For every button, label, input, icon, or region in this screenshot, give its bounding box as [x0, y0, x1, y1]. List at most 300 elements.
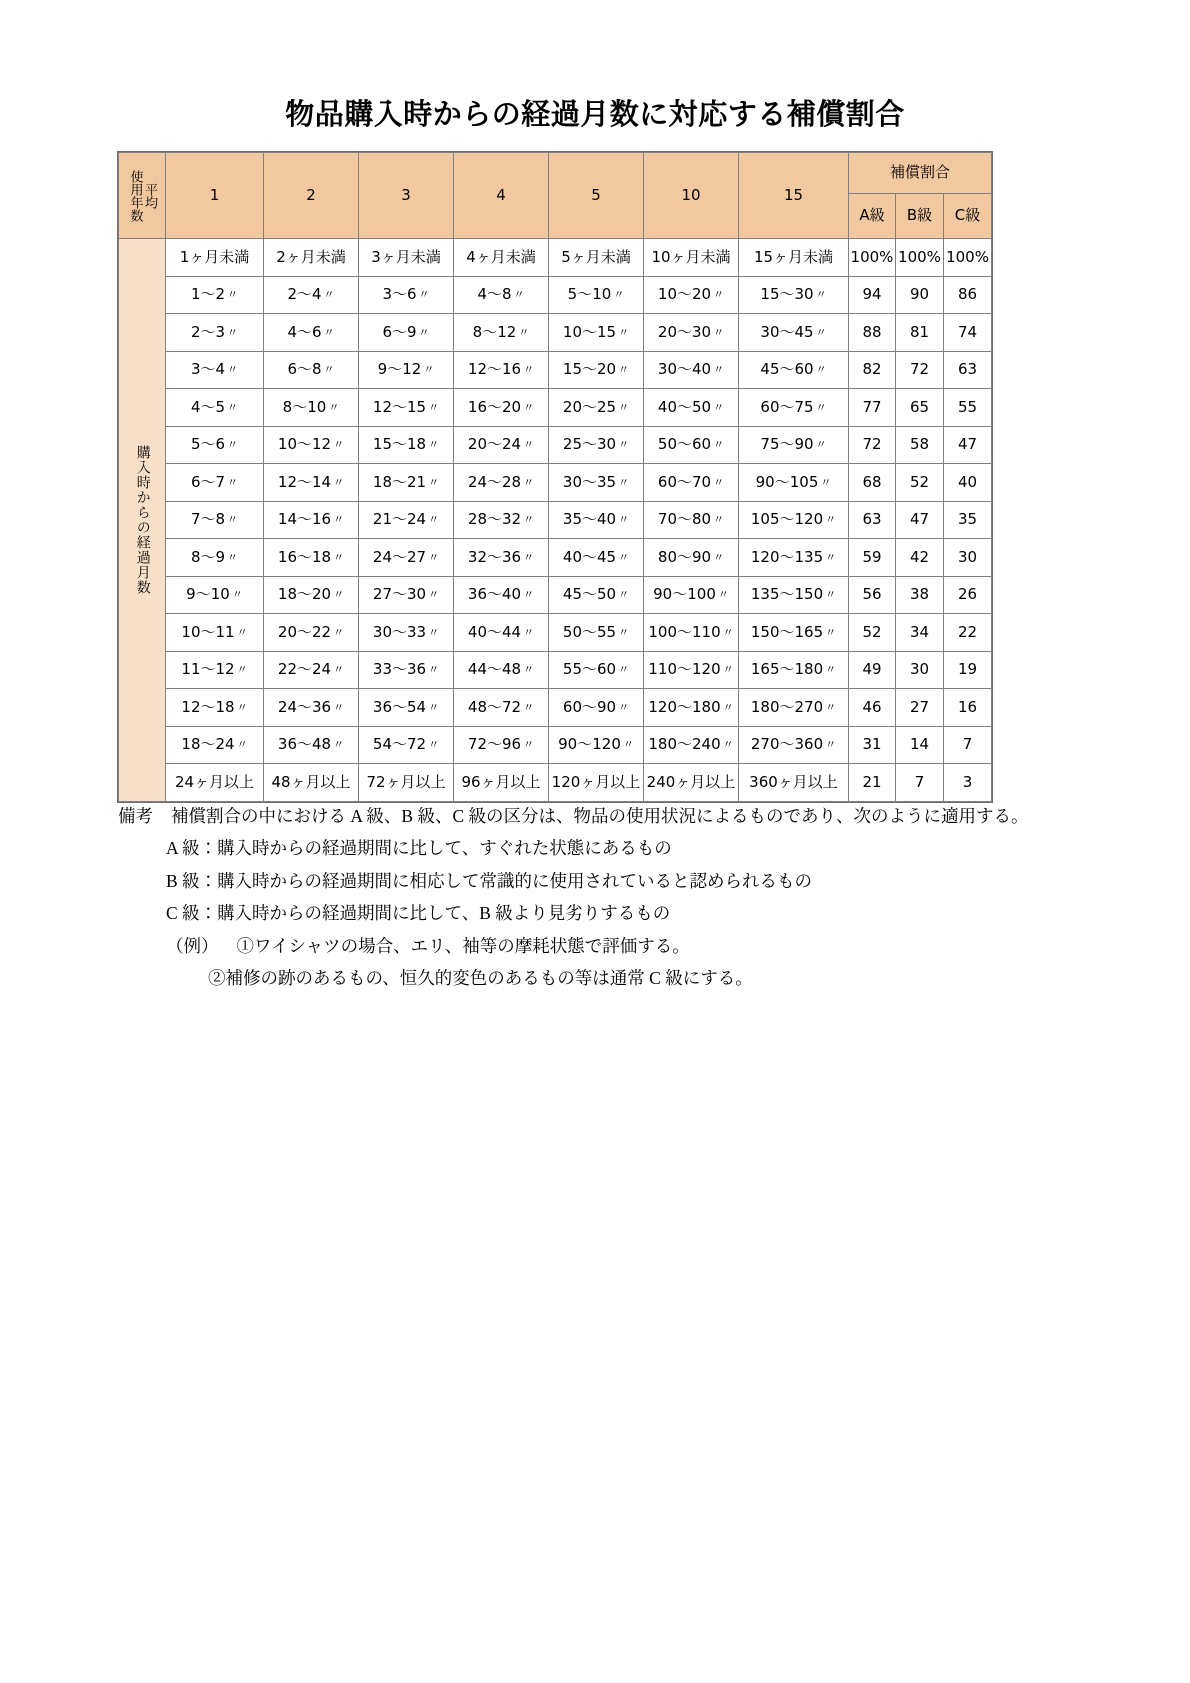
- period-cell: [644, 501, 739, 539]
- period-cell: 15ヶ月未満: [739, 239, 849, 277]
- period-range: 40～45: [562, 547, 617, 566]
- period-range: 105～120: [750, 510, 824, 529]
- ditto-mark: 〃: [523, 400, 535, 414]
- ditto-mark: 〃: [618, 438, 630, 452]
- period-range: 12～18: [181, 697, 235, 716]
- period-range: 2～3: [190, 322, 226, 341]
- period-cell: 2ヶ月未満: [264, 239, 359, 277]
- period-range: 3～6: [382, 285, 417, 304]
- ditto-mark: 〃: [428, 625, 440, 639]
- period-cell: [454, 314, 549, 352]
- period-range: 18～21: [372, 472, 427, 491]
- period-cell: [644, 464, 739, 502]
- ditto-mark: 〃: [815, 288, 827, 302]
- period-range: 32～36: [467, 547, 522, 566]
- period-range: 8～12: [472, 322, 517, 341]
- period-cell: [644, 389, 739, 427]
- period-cell: [264, 726, 359, 764]
- grade-a-value: 94: [849, 276, 896, 314]
- avg-years-header-3: 3: [359, 153, 454, 239]
- period-cell: [264, 426, 359, 464]
- period-range: 16～18: [277, 547, 332, 566]
- grade-b-value: 65: [896, 389, 944, 427]
- period-range: 11～12: [181, 660, 235, 679]
- grade-header-b: B級: [896, 194, 944, 239]
- period-range: 35～40: [562, 510, 617, 529]
- period-cell: [739, 726, 849, 764]
- period-cell: [359, 726, 454, 764]
- period-cell: [549, 689, 644, 727]
- ditto-mark: 〃: [423, 363, 435, 377]
- period-cell: [549, 351, 644, 389]
- period-range: 10～20: [657, 285, 712, 304]
- period-range: 45～50: [562, 585, 617, 604]
- period-cell: [359, 576, 454, 614]
- period-cell: [549, 539, 644, 577]
- period-range: 1～2: [190, 285, 226, 304]
- period-range: 48～72: [467, 697, 522, 716]
- period-cell: [454, 651, 549, 689]
- period-range: 7～8: [190, 510, 226, 529]
- period-range: 70～80: [657, 510, 712, 529]
- period-cell: [739, 651, 849, 689]
- grade-header-a: A級: [849, 194, 896, 239]
- grade-a-value: 77: [849, 389, 896, 427]
- ditto-mark: 〃: [523, 513, 535, 527]
- period-range: 5～10: [567, 285, 612, 304]
- period-cell: [454, 689, 549, 727]
- period-range: 60～70: [657, 472, 712, 491]
- period-cell: [166, 576, 264, 614]
- ditto-mark: 〃: [713, 475, 725, 489]
- ditto-mark: 〃: [333, 513, 345, 527]
- period-cell: 3ヶ月未満: [359, 239, 454, 277]
- ditto-mark: 〃: [328, 400, 340, 414]
- ditto-mark: 〃: [825, 588, 837, 602]
- period-cell: [454, 576, 549, 614]
- ditto-mark: 〃: [618, 363, 630, 377]
- period-cell: [549, 276, 644, 314]
- period-cell: [264, 651, 359, 689]
- ditto-mark: 〃: [323, 363, 335, 377]
- period-cell: [644, 614, 739, 652]
- period-cell: [264, 614, 359, 652]
- ditto-mark: 〃: [523, 700, 535, 714]
- period-cell: 10ヶ月未満: [644, 239, 739, 277]
- ditto-mark: 〃: [618, 325, 630, 339]
- ditto-mark: 〃: [825, 513, 837, 527]
- ditto-mark: 〃: [713, 513, 725, 527]
- grade-a-value: 46: [849, 689, 896, 727]
- ditto-mark: 〃: [428, 513, 440, 527]
- period-cell: [454, 351, 549, 389]
- period-cell: [166, 276, 264, 314]
- ditto-mark: 〃: [523, 475, 535, 489]
- ditto-mark: 〃: [418, 288, 430, 302]
- ditto-mark: 〃: [428, 663, 440, 677]
- period-cell: [454, 539, 549, 577]
- period-range: 10～12: [277, 435, 332, 454]
- period-range: 30～45: [760, 322, 814, 341]
- period-cell: [739, 689, 849, 727]
- period-range: 3～4: [190, 360, 226, 379]
- compensation-table: [118, 152, 992, 802]
- period-range: 90～100: [653, 585, 716, 604]
- period-cell: [359, 276, 454, 314]
- period-range: 30～40: [657, 360, 712, 379]
- grade-b-value: 34: [896, 614, 944, 652]
- period-range: 18～20: [277, 585, 332, 604]
- ditto-mark: 〃: [713, 363, 725, 377]
- period-cell: [454, 614, 549, 652]
- period-cell: [739, 576, 849, 614]
- period-cell: [264, 464, 359, 502]
- table-row: [119, 276, 992, 314]
- ditto-mark: 〃: [428, 438, 440, 452]
- period-cell: [454, 501, 549, 539]
- ditto-mark: 〃: [717, 588, 729, 602]
- period-cell: [264, 689, 359, 727]
- ditto-mark: 〃: [333, 663, 345, 677]
- ditto-mark: 〃: [227, 513, 239, 527]
- table-row: [119, 614, 992, 652]
- period-cell: 96ヶ月以上: [454, 764, 549, 802]
- table-row: [119, 314, 992, 352]
- period-cell: [549, 501, 644, 539]
- ditto-mark: 〃: [418, 325, 430, 339]
- period-cell: 5ヶ月未満: [549, 239, 644, 277]
- ditto-mark: 〃: [333, 475, 345, 489]
- grade-a-value: 68: [849, 464, 896, 502]
- grade-b-value: 7: [896, 764, 944, 802]
- period-range: 110～120: [648, 660, 721, 679]
- period-cell: [359, 614, 454, 652]
- grade-b-value: 42: [896, 539, 944, 577]
- ditto-mark: 〃: [428, 738, 440, 752]
- grade-a-value: 100%: [849, 239, 896, 277]
- period-range: 120～180: [648, 697, 721, 716]
- grade-header-c: C級: [944, 194, 992, 239]
- table-row: [119, 651, 992, 689]
- ditto-mark: 〃: [713, 288, 725, 302]
- ditto-mark: 〃: [323, 325, 335, 339]
- ditto-mark: 〃: [618, 475, 630, 489]
- grade-b-value: 52: [896, 464, 944, 502]
- notes-label: 備考: [118, 806, 153, 826]
- ditto-mark: 〃: [722, 625, 734, 639]
- table-row: [119, 389, 992, 427]
- ditto-mark: 〃: [523, 738, 535, 752]
- period-range: 270～360: [750, 735, 824, 754]
- avg-years-header-2: 2: [264, 153, 359, 239]
- ditto-mark: 〃: [227, 438, 239, 452]
- period-cell: [264, 351, 359, 389]
- ditto-mark: 〃: [523, 588, 535, 602]
- grade-c-value: 30: [944, 539, 992, 577]
- grade-a-value: 72: [849, 426, 896, 464]
- period-cell: [739, 539, 849, 577]
- period-cell: [739, 314, 849, 352]
- period-range: 20～22: [277, 622, 332, 641]
- ditto-mark: 〃: [333, 700, 345, 714]
- table-row: [119, 426, 992, 464]
- period-cell: [644, 351, 739, 389]
- period-cell: 24ヶ月以上: [166, 764, 264, 802]
- period-cell: [644, 276, 739, 314]
- period-range: 15～20: [562, 360, 617, 379]
- ditto-mark: 〃: [825, 550, 837, 564]
- grade-b-value: 100%: [896, 239, 944, 277]
- ditto-mark: 〃: [815, 325, 827, 339]
- period-cell: [359, 464, 454, 502]
- period-range: 24～28: [467, 472, 522, 491]
- period-range: 36～48: [277, 735, 332, 754]
- period-cell: 240ヶ月以上: [644, 764, 739, 802]
- grade-a-value: 59: [849, 539, 896, 577]
- ditto-mark: 〃: [523, 625, 535, 639]
- period-cell: [166, 689, 264, 727]
- period-range: 5～6: [190, 435, 226, 454]
- period-range: 40～50: [657, 397, 712, 416]
- period-cell: [264, 539, 359, 577]
- note-example-label: （例）: [166, 935, 219, 956]
- period-range: 50～60: [657, 435, 712, 454]
- compensation-group-header: 補償割合: [849, 153, 992, 194]
- period-cell: [549, 651, 644, 689]
- period-cell: [359, 689, 454, 727]
- period-cell: [549, 426, 644, 464]
- grade-b-value: 58: [896, 426, 944, 464]
- ditto-mark: 〃: [236, 738, 248, 752]
- period-range: 60～90: [562, 697, 617, 716]
- period-cell: [739, 276, 849, 314]
- period-range: 90～120: [558, 735, 621, 754]
- ditto-mark: 〃: [323, 288, 335, 302]
- ditto-mark: 〃: [815, 400, 827, 414]
- period-range: 25～30: [562, 435, 617, 454]
- period-cell: [454, 276, 549, 314]
- period-cell: 48ヶ月以上: [264, 764, 359, 802]
- ditto-mark: 〃: [722, 700, 734, 714]
- period-cell: [359, 539, 454, 577]
- period-cell: [739, 464, 849, 502]
- period-range: 8～9: [190, 547, 226, 566]
- grade-a-value: 49: [849, 651, 896, 689]
- ditto-mark: 〃: [513, 288, 525, 302]
- ditto-mark: 〃: [428, 700, 440, 714]
- period-range: 30～33: [372, 622, 427, 641]
- table-body: [119, 239, 992, 802]
- period-range: 10～11: [181, 622, 235, 641]
- period-range: 45～60: [760, 360, 814, 379]
- ditto-mark: 〃: [333, 438, 345, 452]
- ditto-mark: 〃: [618, 700, 630, 714]
- ditto-mark: 〃: [523, 363, 535, 377]
- period-range: 9～10: [186, 585, 230, 604]
- period-cell: [166, 426, 264, 464]
- grade-a-value: 31: [849, 726, 896, 764]
- period-range: 16～20: [467, 397, 522, 416]
- corner-header-avg-label: 平均: [142, 182, 158, 209]
- table-header: [119, 153, 992, 239]
- period-range: 24～36: [277, 697, 332, 716]
- period-range: 165～180: [750, 660, 824, 679]
- period-cell: [454, 726, 549, 764]
- table-row: [119, 576, 992, 614]
- period-cell: [739, 351, 849, 389]
- period-cell: [264, 276, 359, 314]
- grade-c-value: 55: [944, 389, 992, 427]
- ditto-mark: 〃: [523, 438, 535, 452]
- period-cell: [644, 576, 739, 614]
- period-range: 2～4: [287, 285, 322, 304]
- period-cell: [166, 651, 264, 689]
- period-cell: [359, 351, 454, 389]
- period-cell: [644, 689, 739, 727]
- period-range: 36～54: [372, 697, 427, 716]
- period-cell: [739, 426, 849, 464]
- period-cell: 72ヶ月以上: [359, 764, 454, 802]
- period-cell: [359, 426, 454, 464]
- ditto-mark: 〃: [820, 475, 832, 489]
- corner-header-cell: [119, 153, 166, 239]
- period-cell: [644, 426, 739, 464]
- grade-c-value: 74: [944, 314, 992, 352]
- ditto-mark: 〃: [236, 663, 248, 677]
- period-cell: [644, 651, 739, 689]
- note-example-row: [118, 930, 1018, 962]
- note-intro-row: [118, 800, 1029, 832]
- grade-b-value: 27: [896, 689, 944, 727]
- ditto-mark: 〃: [333, 738, 345, 752]
- period-range: 100～110: [648, 622, 721, 641]
- ditto-mark: 〃: [333, 588, 345, 602]
- ditto-mark: 〃: [713, 325, 725, 339]
- note-grade-b: B 級：購入時からの経過期間に相応して常識的に使用されていると認められるもの: [166, 870, 813, 891]
- period-range: 27～30: [372, 585, 427, 604]
- avg-years-header-5: 5: [549, 153, 644, 239]
- period-cell: [166, 726, 264, 764]
- period-range: 28～32: [467, 510, 522, 529]
- note-grade-a: A 級：購入時からの経過期間に比して、すぐれた状態にあるもの: [166, 838, 672, 859]
- period-range: 180～240: [648, 735, 721, 754]
- period-range: 4～8: [477, 285, 512, 304]
- period-range: 9～12: [377, 360, 422, 379]
- period-range: 12～16: [467, 360, 522, 379]
- table-row: [119, 689, 992, 727]
- period-cell: [454, 464, 549, 502]
- period-range: 60～75: [760, 397, 814, 416]
- ditto-mark: 〃: [613, 288, 625, 302]
- row-group-rail-text: 購入時からの経過月数: [134, 444, 151, 595]
- period-range: 20～30: [657, 322, 712, 341]
- avg-years-header-10: 10: [644, 153, 739, 239]
- ditto-mark: 〃: [518, 325, 530, 339]
- period-cell: [264, 576, 359, 614]
- ditto-mark: 〃: [618, 588, 630, 602]
- ditto-mark: 〃: [618, 400, 630, 414]
- period-cell: [739, 614, 849, 652]
- ditto-mark: 〃: [227, 475, 239, 489]
- grade-c-value: 63: [944, 351, 992, 389]
- grade-c-value: 16: [944, 689, 992, 727]
- period-range: 8～10: [282, 397, 327, 416]
- ditto-mark: 〃: [231, 588, 243, 602]
- avg-years-header-15: 15: [739, 153, 849, 239]
- ditto-mark: 〃: [428, 550, 440, 564]
- ditto-mark: 〃: [618, 663, 630, 677]
- period-range: 120～135: [750, 547, 824, 566]
- period-range: 80～90: [657, 547, 712, 566]
- period-cell: [549, 314, 644, 352]
- ditto-mark: 〃: [333, 550, 345, 564]
- ditto-mark: 〃: [713, 400, 725, 414]
- period-range: 21～24: [372, 510, 427, 529]
- period-cell: [549, 726, 644, 764]
- ditto-mark: 〃: [825, 738, 837, 752]
- ditto-mark: 〃: [333, 625, 345, 639]
- note-grade-c: C 級：購入時からの経過期間に比して、B 級より見劣りするもの: [166, 903, 671, 924]
- ditto-mark: 〃: [227, 400, 239, 414]
- period-range: 12～14: [277, 472, 332, 491]
- period-range: 6～9: [382, 322, 417, 341]
- period-range: 22～24: [277, 660, 332, 679]
- period-cell: [644, 726, 739, 764]
- period-cell: 360ヶ月以上: [739, 764, 849, 802]
- row-group-rail-label: [119, 239, 166, 802]
- period-range: 40～44: [467, 622, 522, 641]
- period-cell: [454, 426, 549, 464]
- grade-a-value: 21: [849, 764, 896, 802]
- grade-c-value: 86: [944, 276, 992, 314]
- period-range: 12～15: [372, 397, 427, 416]
- compensation-table-container: [118, 152, 991, 802]
- period-range: 4～5: [190, 397, 226, 416]
- grade-b-value: 38: [896, 576, 944, 614]
- ditto-mark: 〃: [428, 475, 440, 489]
- grade-c-value: 19: [944, 651, 992, 689]
- period-cell: [644, 314, 739, 352]
- period-cell: [166, 614, 264, 652]
- grade-a-value: 56: [849, 576, 896, 614]
- period-cell: [549, 576, 644, 614]
- period-range: 44～48: [467, 660, 522, 679]
- grade-c-value: 47: [944, 426, 992, 464]
- period-range: 72～96: [467, 735, 522, 754]
- period-cell: [166, 389, 264, 427]
- period-range: 50～55: [562, 622, 617, 641]
- grade-a-value: 88: [849, 314, 896, 352]
- ditto-mark: 〃: [523, 550, 535, 564]
- ditto-mark: 〃: [523, 663, 535, 677]
- ditto-mark: 〃: [227, 550, 239, 564]
- ditto-mark: 〃: [618, 513, 630, 527]
- grade-c-value: 100%: [944, 239, 992, 277]
- ditto-mark: 〃: [227, 363, 239, 377]
- table-row: [119, 501, 992, 539]
- table-row: [119, 764, 992, 802]
- period-range: 4～6: [287, 322, 322, 341]
- grade-c-value: 26: [944, 576, 992, 614]
- avg-years-header-4: 4: [454, 153, 549, 239]
- ditto-mark: 〃: [428, 400, 440, 414]
- period-cell: [549, 389, 644, 427]
- period-cell: 120ヶ月以上: [549, 764, 644, 802]
- period-cell: [166, 314, 264, 352]
- period-range: 75～90: [760, 435, 814, 454]
- corner-header-years-label: 使用年数: [127, 169, 143, 222]
- period-range: 33～36: [372, 660, 427, 679]
